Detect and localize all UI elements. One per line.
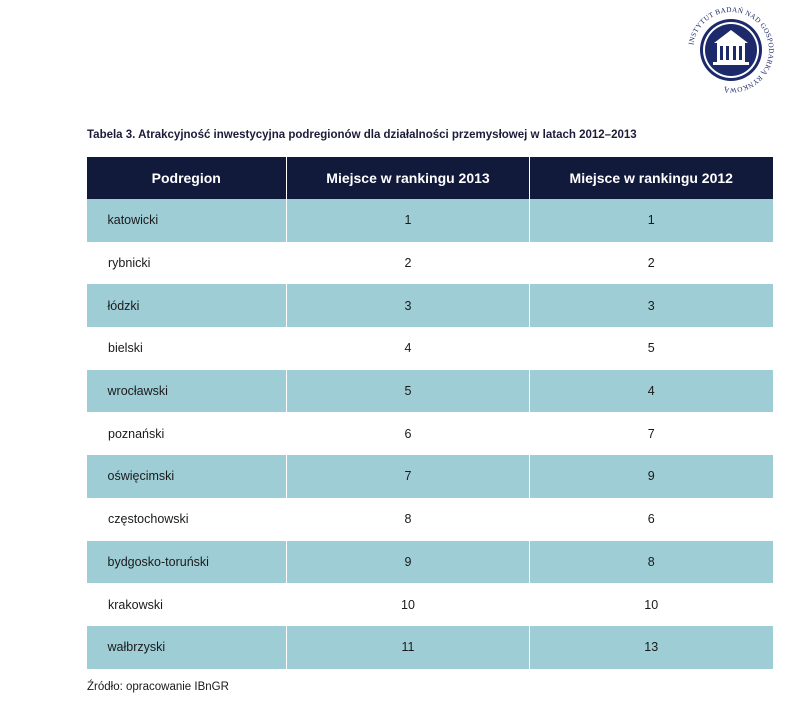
region-cell: wrocławski	[87, 370, 287, 413]
institute-seal-icon	[683, 2, 779, 98]
rank-2012-cell: 2	[530, 242, 773, 285]
rank-2012-cell: 6	[530, 498, 773, 541]
table-source-note: Źródło: opracowanie IBnGR	[87, 681, 229, 693]
rank-2012-cell: 4	[530, 370, 773, 413]
rank-2012-cell: 9	[530, 455, 773, 498]
rank-2013-cell: 2	[287, 242, 530, 285]
rank-2013-cell: 1	[287, 199, 530, 242]
rank-2012-cell: 10	[530, 583, 773, 626]
region-cell: wałbrzyski	[87, 626, 287, 669]
table-row	[87, 455, 773, 498]
rank-2013-cell: 9	[287, 541, 530, 584]
header-region: Podregion	[87, 157, 287, 199]
rank-2012-cell: 8	[530, 541, 773, 584]
table-caption: Tabela 3. Atrakcyjność inwestycyjna podregionów dla działalności przemysłowej w latach 2012–2013	[87, 129, 637, 141]
region-cell: częstochowski	[87, 498, 287, 541]
table-header-row	[87, 157, 773, 199]
table-row	[87, 370, 773, 413]
rank-2012-cell: 13	[530, 626, 773, 669]
rank-2013-cell: 7	[287, 455, 530, 498]
table-row	[87, 284, 773, 327]
table-row	[87, 498, 773, 541]
header-rank-2013: Miejsce w rankingu 2013	[287, 157, 530, 199]
rank-2012-cell: 1	[530, 199, 773, 242]
table-row	[87, 541, 773, 584]
table-row	[87, 583, 773, 626]
table-row	[87, 626, 773, 669]
region-cell: oświęcimski	[87, 455, 287, 498]
region-cell: bielski	[87, 327, 287, 370]
region-cell: bydgosko-toruński	[87, 541, 287, 584]
region-cell: rybnicki	[87, 242, 287, 285]
rank-2013-cell: 8	[287, 498, 530, 541]
ranking-table	[86, 157, 773, 669]
rank-2013-cell: 6	[287, 412, 530, 455]
header-rank-2012: Miejsce w rankingu 2012	[530, 157, 773, 199]
institute-logo	[683, 2, 779, 98]
region-cell: poznański	[87, 412, 287, 455]
rank-2013-cell: 11	[287, 626, 530, 669]
svg-text:INSTYTUT BADAŃ NAD GOSPODARKĄ: INSTYTUT BADAŃ NAD GOSPODARKĄ RYNKOWĄ	[687, 5, 776, 95]
rank-2013-cell: 5	[287, 370, 530, 413]
rank-2013-cell: 10	[287, 583, 530, 626]
rank-2012-cell: 3	[530, 284, 773, 327]
rank-2012-cell: 5	[530, 327, 773, 370]
rank-2013-cell: 4	[287, 327, 530, 370]
rank-2013-cell: 3	[287, 284, 530, 327]
region-cell: krakowski	[87, 583, 287, 626]
region-cell: katowicki	[87, 199, 287, 242]
table-row	[87, 242, 773, 285]
table-row	[87, 327, 773, 370]
table-row	[87, 199, 773, 242]
region-cell: łódzki	[87, 284, 287, 327]
table-row	[87, 412, 773, 455]
rank-2012-cell: 7	[530, 412, 773, 455]
